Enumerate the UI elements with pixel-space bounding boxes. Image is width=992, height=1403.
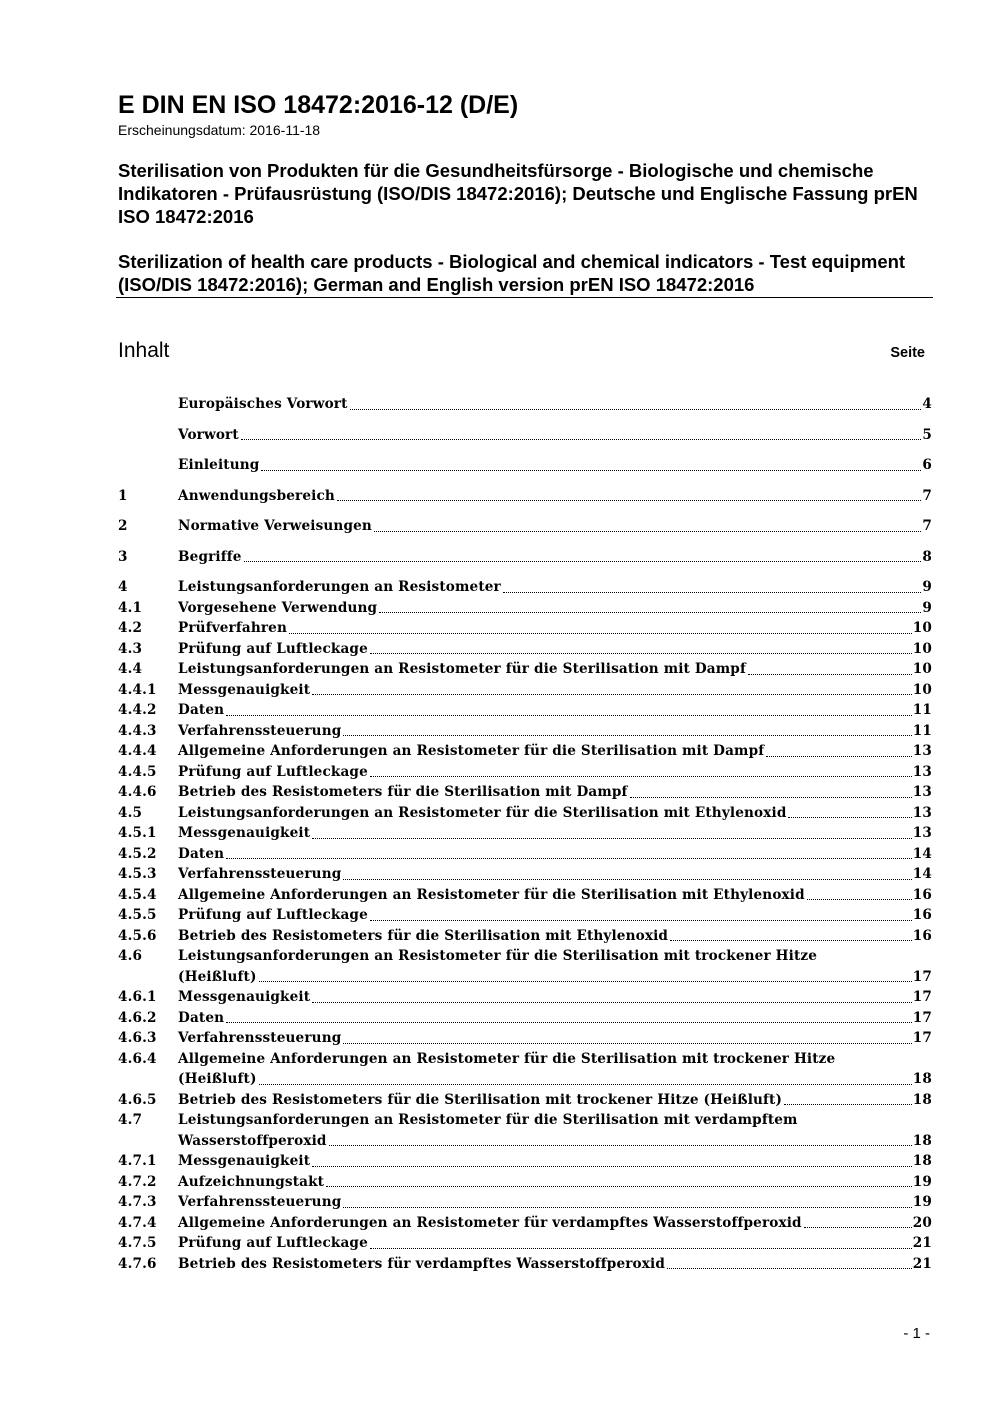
toc-entry-number: 4.7 (118, 1112, 143, 1128)
toc-entry-page: 18 (912, 1153, 932, 1169)
toc-dot-leader (374, 516, 921, 532)
toc-dot-leader (670, 926, 912, 942)
toc-entry-page: 14 (912, 866, 932, 882)
toc-entry[interactable] (118, 946, 932, 987)
toc-entry-page: 17 (912, 1009, 932, 1026)
toc-entry-number: 4.7.4 (118, 1214, 157, 1231)
document-title-english: Sterilization of health care products - Biological and chemical indicators - Test equipment (ISO/DIS 18472:2016); German and English version prEN ISO 18472:2016 (118, 251, 906, 295)
toc-dot-leader (503, 577, 922, 593)
toc-dot-leader (370, 1233, 912, 1249)
toc-dot-leader (326, 1172, 912, 1188)
toc-dot-leader (244, 547, 922, 563)
toc-entry[interactable] (118, 1028, 932, 1049)
toc-entry-number: 4.7.6 (118, 1255, 157, 1272)
toc-entry-page: 16 (912, 927, 932, 944)
toc-entry-number: 4.1 (118, 599, 143, 616)
toc-entry-title: Allgemeine Anforderungen an Resistometer für die Sterilisation mit trockener Hitze (178, 1050, 836, 1067)
toc-entry-page: 13 (912, 784, 932, 800)
toc-entry-title: (Heißluft) (178, 1071, 257, 1087)
toc-heading: Inhalt (118, 339, 170, 362)
toc-entry-page: 9 (922, 599, 932, 616)
toc-entry-number: 4.4 (118, 661, 143, 677)
toc-entry-page: 10 (912, 681, 932, 698)
toc-entry-number: 4.6 (118, 948, 143, 964)
toc-entry[interactable] (118, 926, 932, 947)
toc-entry-page: 10 (912, 620, 932, 636)
toc-entry-page: 17 (912, 1030, 932, 1046)
toc-entry-number: 4.6.3 (118, 1030, 157, 1046)
table-of-contents (118, 394, 932, 1274)
toc-entry-page: 16 (912, 886, 932, 903)
toc-entry[interactable] (118, 516, 932, 537)
title-divider (116, 297, 933, 298)
toc-entry-page: 13 (912, 763, 932, 780)
toc-entry-title: Prüfung auf Luftleckage (178, 640, 368, 657)
toc-entry-number: 4.7.3 (118, 1194, 157, 1210)
toc-entry[interactable] (118, 803, 932, 824)
toc-entry-number: 4.5 (118, 804, 143, 821)
toc-entry[interactable] (118, 618, 932, 639)
toc-entry-title: Verfahrenssteuerung (178, 1194, 342, 1210)
toc-dot-leader (312, 680, 912, 696)
toc-entry[interactable] (118, 1213, 932, 1234)
toc-entry-page: 14 (912, 845, 932, 862)
toc-entry-title: Daten (178, 1009, 225, 1026)
toc-entry-title: Leistungsanforderungen an Resistometer für die Sterilisation mit verdampftem (178, 1112, 798, 1128)
toc-entry-title: Anwendungsbereich (178, 487, 335, 504)
toc-dot-leader (312, 1151, 912, 1167)
toc-dot-leader (748, 659, 912, 675)
toc-entry-title: Daten (178, 845, 225, 862)
toc-entry-number: 4.5.1 (118, 825, 157, 841)
toc-dot-leader (370, 762, 912, 778)
toc-entry-number: 4.4.4 (118, 743, 157, 759)
toc-entry-page: 17 (912, 968, 932, 985)
toc-entry-title: Prüfverfahren (178, 620, 288, 636)
toc-entry[interactable] (118, 1172, 932, 1193)
toc-entry-number (118, 425, 178, 446)
document-number: E DIN EN ISO 18472:2016-12 (D/E) (118, 91, 519, 119)
toc-entry[interactable] (118, 721, 932, 742)
toc-dot-leader (226, 1008, 912, 1024)
document-title-german: Sterilisation von Produkten für die Gesundheitsfürsorge - Biologische und chemische Indikatoren - Prüfausrüstung (ISO/DIS 18472:2016); Deutsche und Englische Fassung prEN ISO 18472:2016 (118, 160, 918, 227)
publication-date: Erscheinungsdatum: 2016-11-18 (118, 122, 321, 138)
toc-entry-page: 18 (912, 1071, 932, 1087)
toc-entry-title: Allgemeine Anforderungen an Resistometer für die Sterilisation mit Ethylenoxid (178, 886, 805, 903)
toc-entry-number: 4.7.2 (118, 1173, 157, 1190)
toc-entry-title: Europäisches Vorwort (178, 396, 348, 412)
toc-page-column-label: Seite (890, 345, 925, 361)
toc-entry[interactable] (118, 1090, 932, 1111)
toc-entry-title: Betrieb des Resistometers für die Sterilisation mit Ethylenoxid (178, 927, 669, 944)
toc-dot-leader (312, 987, 912, 1003)
toc-entry-number: 4.2 (118, 620, 143, 636)
toc-entry-title: (Heißluft) (178, 968, 257, 985)
toc-entry-title: Vorwort (178, 426, 239, 443)
toc-entry-page: 17 (912, 989, 932, 1005)
toc-dot-leader (261, 455, 921, 471)
toc-entry-page: 6 (922, 457, 932, 473)
toc-entry[interactable] (118, 1110, 932, 1151)
toc-entry[interactable] (118, 547, 932, 568)
toc-entry-page: 10 (912, 661, 932, 677)
toc-entry-page: 13 (912, 804, 932, 821)
toc-dot-leader (343, 1028, 911, 1044)
toc-entry[interactable] (118, 577, 932, 598)
toc-entry-title: Verfahrenssteuerung (178, 722, 342, 739)
toc-entry-page: 16 (912, 907, 932, 923)
toc-entry[interactable] (118, 1151, 932, 1172)
toc-entry-title: Allgemeine Anforderungen an Resistometer für die Sterilisation mit Dampf (178, 743, 765, 759)
toc-dot-leader (312, 823, 912, 839)
toc-entry-number: 4.7.5 (118, 1235, 157, 1251)
toc-dot-leader (804, 1213, 912, 1229)
toc-entry[interactable] (118, 486, 932, 507)
toc-entry[interactable] (118, 885, 932, 906)
toc-entry-page: 20 (912, 1214, 932, 1231)
toc-entry[interactable] (118, 1008, 932, 1029)
toc-entry-title: Begriffe (178, 548, 242, 565)
toc-dot-leader (350, 394, 922, 410)
toc-entry-page: 11 (912, 702, 932, 718)
toc-dot-leader (766, 741, 912, 757)
toc-entry-number: 4.4.1 (118, 681, 157, 698)
toc-entry-title: Prüfung auf Luftleckage (178, 907, 368, 923)
toc-entry-title: Einleitung (178, 457, 260, 473)
toc-entry[interactable] (118, 844, 932, 865)
toc-dot-leader (226, 700, 912, 716)
toc-dot-leader (379, 598, 921, 614)
toc-dot-leader (370, 639, 912, 655)
toc-entry-number: 4.4.5 (118, 763, 157, 780)
toc-entry-page: 5 (922, 426, 932, 443)
toc-entry-page: 7 (922, 487, 932, 504)
toc-dot-leader (259, 967, 912, 983)
toc-dot-leader (784, 1090, 912, 1106)
toc-entry[interactable] (118, 659, 932, 680)
toc-entry[interactable] (118, 741, 932, 762)
toc-entry-title: Leistungsanforderungen an Resistometer für die Sterilisation mit Dampf (178, 661, 746, 677)
toc-entry-page: 13 (912, 743, 932, 759)
toc-dot-leader (259, 1069, 912, 1085)
toc-entry-page: 9 (922, 579, 932, 595)
toc-entry-page: 21 (912, 1235, 932, 1251)
toc-entry-page: 18 (912, 1091, 932, 1108)
toc-entry[interactable] (118, 905, 932, 926)
toc-entry-title: Vorgesehene Verwendung (178, 599, 378, 616)
toc-entry-number: 4.5.4 (118, 886, 157, 903)
toc-dot-leader (289, 618, 912, 634)
toc-entry[interactable] (118, 425, 932, 446)
toc-dot-leader (370, 905, 912, 921)
toc-entry[interactable] (118, 1192, 932, 1213)
toc-entry-number: 4.3 (118, 640, 143, 657)
toc-entry-number: 4.4.6 (118, 784, 157, 800)
toc-entry-title: Verfahrenssteuerung (178, 1030, 342, 1046)
toc-entry[interactable] (118, 598, 932, 619)
toc-entry-title: Verfahrenssteuerung (178, 866, 342, 882)
toc-entry-number: 4.6.1 (118, 989, 157, 1005)
toc-dot-leader (343, 1192, 911, 1208)
toc-entry-title: Leistungsanforderungen an Resistometer für die Sterilisation mit trockener Hitze (178, 948, 818, 964)
toc-dot-leader (226, 844, 912, 860)
toc-entry-title: Daten (178, 702, 225, 718)
toc-entry[interactable] (118, 394, 932, 415)
toc-entry-number: 2 (118, 518, 128, 534)
toc-entry[interactable] (118, 1254, 932, 1275)
toc-entry-title: Prüfung auf Luftleckage (178, 763, 368, 780)
toc-entry-number: 4.4.3 (118, 722, 157, 739)
toc-entry-page: 11 (912, 722, 932, 739)
toc-entry-title: Leistungsanforderungen an Resistometer (178, 579, 501, 595)
toc-dot-leader (329, 1131, 912, 1147)
toc-entry-number: 4.5.6 (118, 927, 157, 944)
toc-entry-title: Messgenauigkeit (178, 681, 311, 698)
toc-entry-number: 4.6.2 (118, 1009, 157, 1026)
toc-entry-page: 21 (912, 1255, 932, 1272)
toc-entry-number: 3 (118, 548, 128, 565)
toc-dot-leader (343, 721, 911, 737)
toc-entry-title: Prüfung auf Luftleckage (178, 1235, 368, 1251)
toc-entry-title: Messgenauigkeit (178, 989, 311, 1005)
page-number: - 1 - (903, 1325, 930, 1342)
toc-entry-number: 4 (118, 579, 128, 595)
toc-entry-title: Allgemeine Anforderungen an Resistometer für verdampftes Wasserstoffperoxid (178, 1214, 802, 1231)
toc-entry-number: 4.6.4 (118, 1050, 157, 1067)
toc-entry-title: Aufzeichnungstakt (178, 1173, 325, 1190)
toc-dot-leader (337, 486, 921, 502)
toc-entry-title: Betrieb des Resistometers für verdampftes Wasserstoffperoxid (178, 1255, 665, 1272)
toc-entry-number: 4.7.1 (118, 1153, 157, 1169)
toc-entry-page: 19 (912, 1194, 932, 1210)
toc-entry[interactable] (118, 1049, 932, 1090)
toc-entry-number: 4.5.3 (118, 866, 157, 882)
toc-entry-title: Messgenauigkeit (178, 825, 311, 841)
toc-dot-leader (788, 803, 911, 819)
toc-dot-leader (807, 885, 912, 901)
toc-dot-leader (630, 782, 912, 798)
toc-entry[interactable] (118, 639, 932, 660)
toc-entry[interactable] (118, 455, 932, 476)
toc-entry-number (118, 394, 178, 415)
toc-entry-title: Leistungsanforderungen an Resistometer für die Sterilisation mit Ethylenoxid (178, 804, 787, 821)
toc-entry-page: 18 (912, 1132, 932, 1149)
toc-entry[interactable] (118, 762, 932, 783)
toc-dot-leader (343, 864, 911, 880)
toc-entry-title: Normative Verweisungen (178, 518, 372, 534)
toc-dot-leader (667, 1254, 912, 1270)
toc-entry-page: 19 (912, 1173, 932, 1190)
toc-entry-title: Wasserstoffperoxid (178, 1132, 327, 1149)
toc-entry[interactable] (118, 864, 932, 885)
toc-entry-number: 1 (118, 487, 128, 504)
toc-entry[interactable] (118, 987, 932, 1008)
toc-entry-title: Betrieb des Resistometers für die Sterilisation mit trockener Hitze (Heißluft) (178, 1091, 783, 1108)
toc-entry[interactable] (118, 782, 932, 803)
toc-entry[interactable] (118, 823, 932, 844)
toc-entry-page: 10 (912, 640, 932, 657)
toc-entry-number: 4.5.5 (118, 907, 157, 923)
toc-entry-title: Messgenauigkeit (178, 1153, 311, 1169)
toc-entry[interactable] (118, 680, 932, 701)
toc-entry-page: 4 (922, 396, 932, 412)
toc-entry-number (118, 455, 178, 476)
toc-entry-number: 4.4.2 (118, 702, 157, 718)
toc-entry-page: 13 (912, 825, 932, 841)
toc-entry-number: 4.6.5 (118, 1091, 157, 1108)
toc-entry-page: 8 (922, 548, 932, 565)
toc-dot-leader (241, 425, 922, 441)
toc-entry[interactable] (118, 700, 932, 721)
toc-entry-title: Betrieb des Resistometers für die Sterilisation mit Dampf (178, 784, 628, 800)
toc-entry-page: 7 (922, 518, 932, 534)
toc-entry[interactable] (118, 1233, 932, 1254)
toc-entry-number: 4.5.2 (118, 845, 157, 862)
